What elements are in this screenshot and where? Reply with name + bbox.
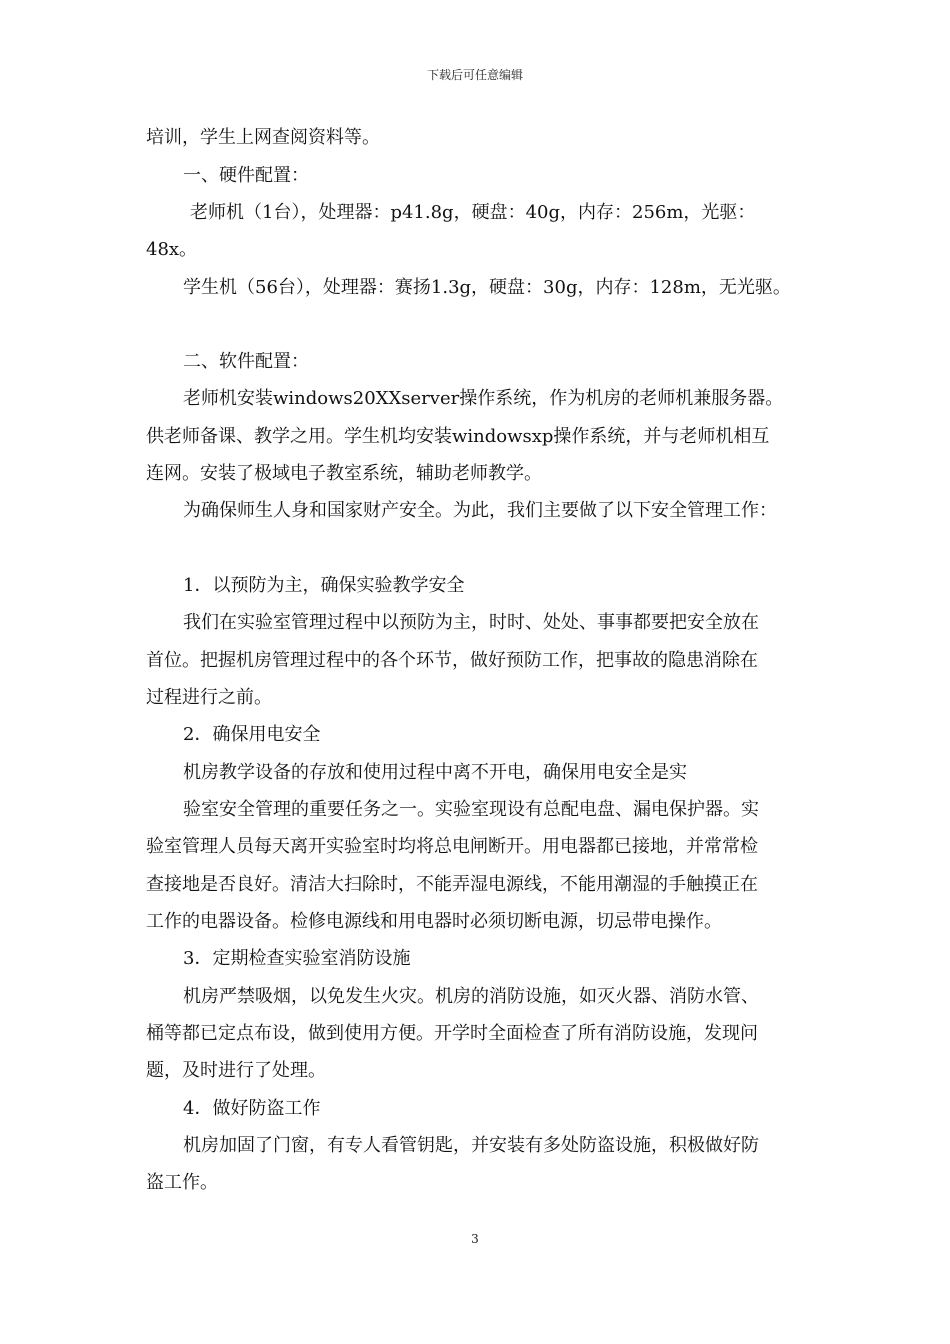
body-line: 桶等都已定点布设，做到使用方便。开学时全面检查了所有消防设施，发现问 <box>146 1023 758 1044</box>
numbered-heading: 3．定期检查实验室消防设施 <box>183 948 411 969</box>
body-line: 我们在实验室管理过程中以预防为主，时时、处处、事事都要把安全放在 <box>183 612 759 633</box>
numbered-heading: 1．以预防为主，确保实验教学安全 <box>183 575 465 596</box>
numbered-heading: 4．做好防盗工作 <box>183 1098 321 1119</box>
section-heading: 一、硬件配置： <box>183 165 309 186</box>
body-line: 培训，学生上网查阅资料等。 <box>146 127 380 148</box>
body-line: 为确保师生人身和国家财产安全。为此，我们主要做了以下安全管理工作： <box>183 500 777 521</box>
body-line: 验室安全管理的重要任务之一。实验室现设有总配电盘、漏电保护器。实 <box>183 799 759 820</box>
body-line: 机房教学设备的存放和使用过程中离不开电，确保用电安全是实 <box>183 762 687 783</box>
body-line: 学生机（56台），处理器：赛扬1.3g，硬盘：30g，内存：128m，无光驱。 <box>183 277 791 298</box>
body-line: 查接地是否良好。清洁大扫除时，不能弄湿电源线，不能用潮湿的手触摸正在 <box>146 874 758 895</box>
body-line: 机房加固了门窗，有专人看管钥匙，并安装有多处防盗设施，积极做好防 <box>183 1135 759 1156</box>
body-line: 机房严禁吸烟，以免发生火灾。机房的消防设施，如灭火器、消防水管、 <box>183 986 759 1007</box>
body-line: 工作的电器设备。检修电源线和用电器时必须切断电源，切忌带电操作。 <box>146 911 722 932</box>
body-line: 首位。把握机房管理过程中的各个环节，做好预防工作，把事故的隐患消除在 <box>146 650 758 671</box>
body-line: 老师机（1台），处理器：p41.8g，硬盘：40g，内存：256m，光驱： <box>190 202 756 223</box>
body-line: 过程进行之前。 <box>146 687 272 708</box>
page-header: 下载后可任意编辑 <box>426 68 523 82</box>
body-line: 验室管理人员每天离开实验室时均将总电闸断开。用电器都已接地，并常常检 <box>146 836 758 857</box>
section-heading: 二、软件配置： <box>183 351 309 372</box>
body-line: 连网。安装了极域电子教室系统，辅助老师教学。 <box>146 463 542 484</box>
body-line: 供老师备课、教学之用。学生机均安装windowsxp操作系统，并与老师机相互 <box>146 426 770 447</box>
body-line: 盗工作。 <box>146 1172 218 1193</box>
page-number: 3 <box>471 1232 479 1246</box>
body-line: 老师机安装windows20XXserver操作系统，作为机房的老师机兼服务器。 <box>183 388 784 409</box>
body-line: 题，及时进行了处理。 <box>146 1060 326 1081</box>
body-line: 48x。 <box>146 239 198 260</box>
numbered-heading: 2．确保用电安全 <box>183 724 321 745</box>
